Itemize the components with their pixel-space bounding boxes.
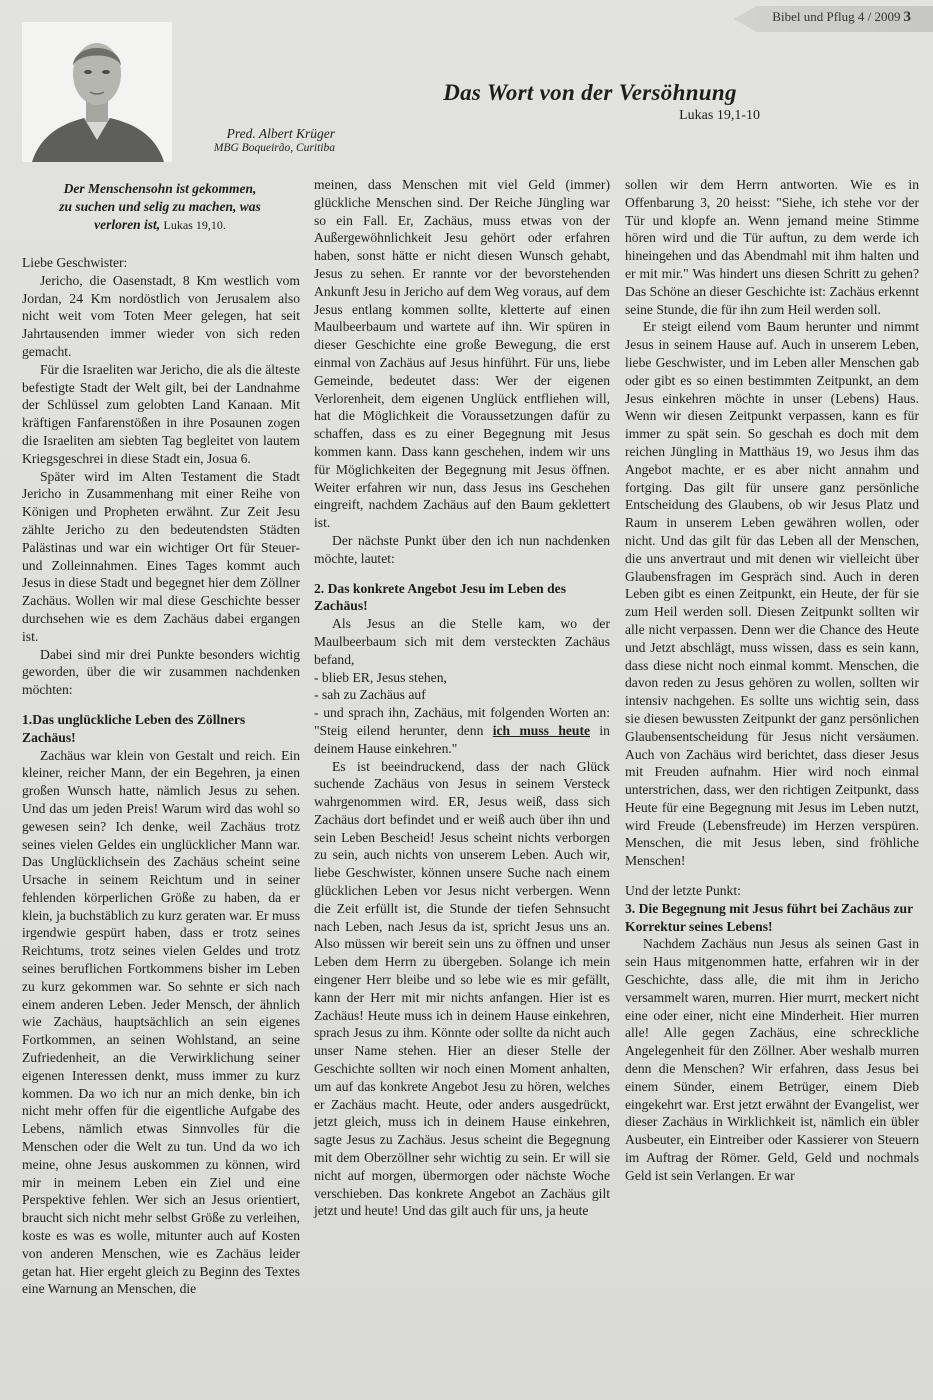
spacer bbox=[625, 870, 919, 882]
transition-line: Und der letzte Punkt: bbox=[625, 883, 741, 899]
paragraph: Für die Israeliten war Jericho, die als die älteste befestigte Stadt der Welt gilt, bei der Landnahme der Schlüssel zum gelobten Land Kanaan. Mit kräftigen Fanfarenstößen in ihre Posaunen zogen die Israeliten am siebten Tag begleitet von lautem Kriegsgeschrei in diese Stadt ein, Josua 6. bbox=[22, 361, 300, 466]
running-header bbox=[772, 9, 911, 26]
paragraph: Der nächste Punkt über den ich nun nachdenken möchte, lautet: bbox=[314, 532, 610, 566]
section-heading-1: 1.Das unglückliche Leben des Zöllners Zachäus! bbox=[22, 711, 246, 745]
paragraph: Jericho, die Oasenstadt, 8 Km westlich vom Jordan, 24 Km nordöstlich von Jerusalem also nicht weit vom Toten Meer gelegen, hat seit Jahrtausenden immer wieder von sich reden gemacht. bbox=[22, 272, 300, 359]
quote-end: in deinem Hause einkehren." bbox=[314, 722, 610, 756]
list-item: - sah zu Zachäus auf bbox=[314, 687, 426, 703]
quote-emphasis: ich muss heute bbox=[492, 722, 591, 738]
motto-reference: Lukas 19,10. bbox=[163, 218, 226, 232]
author-caption bbox=[150, 126, 335, 154]
paragraph: sollen wir dem Herrn antworten. Wie es in Offenbarung 3, 20 heisst: "Siehe, ich stehe vor der Tür und klopfe an. Wenn jemand meine Stimme hören wird und die Tür auftun, zu dem werde ich hineingehen und das Abendmahl mit ihm halten und er mit mir." Was hindert uns diesen Schritt zu gehen? Das Schöne an dieser Geschichte ist: Zachäus erkennt seine Stunde, die für ihn zum Heil werden soll. bbox=[625, 177, 919, 317]
paragraph: Später wird im Alten Testament die Stadt Jericho in Zusammenhang mit einer Reihe von Königen und Propheten erwähnt. Zur Zeit Jesu zählte Jericho zu den bedeutendsten Städten Palästinas und war ein wichtiger Ort für Steuer- und Zolleinnahmen. Eines Tages kommt auch Jesus in diese Stadt und begegnet hier dem Zöllner Zachäus. Wollen wir mal diese Geschichte besser durchsehen wie es dem Zachäus dabei ergangen ist. bbox=[22, 468, 300, 644]
paragraph: Als Jesus an die Stelle kam, wo der Maulbeerbaum sich mit dem versteckten Zachäus befand, bbox=[314, 616, 610, 667]
motto-line: Der Menschensohn ist gekommen, bbox=[63, 181, 257, 196]
paragraph: Dabei sind mir drei Punkte besonders wichtig geworden, über die wir zusammen nachdenken möchten: bbox=[22, 646, 300, 698]
paragraph: Nachdem Zachäus nun Jesus als seinen Gast in sein Haus mitgenommen hatte, erfahren wir in der Geschichte, dass alle, die mit ihm in Jericho versammelt waren, murren. Hier murrt, meckert nicht eine oder einer, nicht eine Minderheit. Hier murren alle! Alle gegen Zachäus, eine schreckliche Angelegenheit für den Zöllner. Aber weshalb murren denn die Menschen? Wir erfahren, dass Jesus bei einem Sünder, einem Betrüger, einem Dieb eingekehrt war. Erst jetzt erwähnt der Evangelist, wer dieser Zachäus in Wirklichkeit ist, nämlich ein übler Ausbeuter, ein Eintreiber oder Kassierer von Steuern im Auftrag der Römer. Geld, Geld und nochmals Geld ist sein Verlangen. Er war bbox=[625, 936, 919, 1183]
list-item bbox=[314, 704, 610, 757]
bible-reference: Lukas 19,1-10 bbox=[679, 108, 760, 123]
paragraph: Zachäus war klein von Gestalt und reich. Ein kleiner, reicher Mann, der ein Begehren, ja einen großen Wunsch hatte, nämlich Jesus zu sehen. Und das um jeden Preis! Warum wird das wohl so gewesen sein? Ich denke, weil Zachäus trotz seines vielen Geldes ein unglücklicher Mann war. Das Unglücklichsein des Zachäus scheint seine Ursache in seinem Reichtum und in seiner fehlenden körperlichen Größe zu haben, da er klein, ja buchstäblich zu kurz geraten war. Er muss irgendwie gespürt haben, dass er trotz seines Reichtums, trotz seines vielen Geldes und trotz seines beruflichen Fortkommens bisher im Leben zu kurz gekommen war. So sehnte er sich nach einem anderen Leben. Jeder Mensch, der ähnlich wie Zachäus, hauptsächlich an sein eigenes Fortkommen, an seinen Wohlstand, an seine Zufriedenheit, an die Verwirklichung seiner eigenen Interessen denkt, muss immer zu kurz kommen. Da wo ich nur an mich denke, bin ich nicht mehr offen für die eigentliche Aufgabe des Lebens, nämlich etwas Sinnvolles für die Menschen oder die Welt zu tun. Und da wo ich meine, ohne Jesus auskommen zu können, wird mir in meinem Leben ein Ziel und eine Perspektive fehlen. Wer sich an Jesus orientiert, braucht sich nicht mehr selbst Größe zu verleihen, koste es was es wolle, mitunter auch auf Kosten von anderen Menschen, wie es Zachäus leider getan hat. Hier ergeht gleich zu Beginn des Textes eine Warnung an Menschen, die bbox=[22, 747, 300, 1297]
text-column-2 bbox=[314, 176, 610, 1220]
spacer bbox=[22, 699, 300, 711]
paragraph: meinen, dass Menschen mit viel Geld (immer) glückliche Menschen sind. Der Reiche Jüngling war so ein Fall. Er, Zachäus, muss etwas von der Außergewöhnlichkeit Jesu gehört oder erfahren haben, sonst hätte er nicht diesen Wunsch gehabt, Jesus zu sehen. Er rannte vor der bevorstehenden Ankunft Jesu in Jericho auf dem Weg voraus, auf dem Jesus entlang kommen sollte, kletterte auf einen Maulbeerbaum und wartete auf ihn. Wir spüren in dieser Geschichte eine große Bewegung, die erst einmal von Zachäus auf Jesus hinführt. Für uns, liebe Gemeinde, bedeutet dass: Wer der eigenen Verlorenheit, dem eigenen Unglück entfliehen will, hat die Möglichkeit die Voraussetzungen dafür zu schaffen, dass es zu einer Begegnung mit Jesus kommen kann. Dass kann geschehen, indem wir uns für Möglichkeiten der Begegnung mit Jesus öffnen. Weiter erfahren wir nun, dass Jesus ins Geschehen eingreift, nachdem Zachäus auf den Baum geklettert ist. bbox=[314, 177, 610, 531]
author-church: MBG Boqueirão, Curitiba bbox=[213, 142, 335, 154]
quote-start: - und sprach ihn, Zachäus, mit folgenden Worten an: "Steig eilend herunter, denn bbox=[314, 705, 610, 738]
author-name: Pred. Albert Krüger bbox=[226, 126, 335, 141]
article-title: Das Wort von der Versöhnung bbox=[443, 80, 737, 105]
motto-line bbox=[22, 216, 298, 234]
text-column-1 bbox=[22, 254, 300, 1298]
section-heading-2: 2. Das konkrete Angebot Jesu im Leben des Zachäus! bbox=[314, 580, 567, 614]
motto-line: zu suchen und selig zu machen, was bbox=[59, 199, 261, 214]
page-number: 3 bbox=[903, 9, 911, 25]
motto-quote bbox=[22, 180, 298, 234]
paragraph: Er steigt eilend vom Baum herunter und nimmt Jesus in seinem Hause auf. Auch in unserem Leben, liebe Geschwister, und im Leben aller Menschen gab oder gibt es so einen bestimmten Zeitpunkt, an dem Jesus einkehren möchte in unser (Lebens) Haus. Wenn wir diesen Zeitpunkt verpassen, kann es für immer zu spät sein. So geschah es doch mit dem reichen Jüngling in Matthäus 19, wo Jesus ihm das Angebot machte, er es aber nicht annahm und fortging. Das gilt für unsere ganz persönliche Entscheidung des Glaubens, ob wir Jesus Platz und Raum in unserem Leben gewähren wollen, oder nicht. Und das gilt für das Leben all der Menschen, die uns anvertraut und mit denen wir vielleicht über Glaubensfragen im Gespräch sind. Auch in deren Leben gibt es einen Zeitpunkt, ein Heute, der für sie zum Heil werden soll. Diesen Zeitpunkt sollten wir alle nicht verpassen. Denn wer die Chance des Heute und Jetzt abschlägt, muss wissen, dass es sein kann, dass diese nicht noch einmal kommt. Menschen, die davon reden zu Jesus gehören zu wollen, sollten wir intensiv nachgehen. Es sollte uns wichtig sein, dass sie diesen bewussten Zeitpunkt der ganz persönlichen Glaubensentscheidung für Jesus nicht versäumen. Auch von Zachäus wird berichtet, dass dieser Jesus mit Freuden aufnahm. Hier wird noch einmal unterstrichen, dass, wer den richtigen Zeitpunkt, dass Heute für eine Begegnung mit Jesus im Leben nutzt, wird Freude (Lebensfreude) im Herzen verspüren. Menschen, die mit Jesus leben, sind fröhliche Menschen! bbox=[625, 319, 919, 869]
salutation: Liebe Geschwister: bbox=[22, 255, 128, 270]
text-column-3 bbox=[625, 176, 919, 1185]
section-heading-3: 3. Die Begegnung mit Jesus führt bei Zachäus zur Korrektur seines Lebens! bbox=[625, 900, 913, 934]
motto-line-end: verloren ist, bbox=[94, 217, 161, 232]
paragraph: Es ist beeindruckend, dass der nach Glück suchende Zachäus von Jesus in seinem Versteck wahrgenommen wird. ER, Jesus weiß, dass sich Zachäus dort befindet und er weiß auch über ihn und sein Leben Bescheid! Jesus scheint nichts verborgen zu sein, auch nichts von unserem Leben. Auch wir, liebe Geschwister, können unsere Suche nach einem glücklichen Leben vor Jesus nicht verbergen. Wenn die Zeit erfüllt ist, die Stunde der tiefen Sehnsucht nach Leben, nach Jesus da ist, spricht Jesus uns an. Also müssen wir bereit sein uns zu öffnen und unser Leben dem Herrn zu übergeben. Solange ich mein eingener Herr bleibe und so lebe wie es mir gefällt, kann der Herr mit mir nichts anfangen. Hier ist es Zachäus! Heute muss ich in deinem Hause einkehren, sprach Jesus zu ihm. Könnte oder sollte da nicht auch unser Name stehen. Hier an dieser Stelle der Geschichte sollten wir noch einen Moment anhalten, um auf das konkrete Angebot Jesu zu hören, welches er Zachäus macht. Heute, oder anders ausgedrückt, jetzt gleich, muss ich in deinem Hause einkehren, sagte Jesus zu Zachäus. Jesus scheint die Begegnung mit dem Oberzöllner sehr wichtig zu sein. Er will sie nicht auf morgen, übermorgen oder nächste Woche verschieben. Das konkrete Angebot an Zachäus gilt jetzt und heute! Und das gilt auch für uns, ja heute bbox=[314, 758, 610, 1219]
magazine-issue: Bibel und Pflug 4 / 2009 bbox=[772, 9, 901, 24]
list-item: - blieb ER, Jesus stehen, bbox=[314, 669, 447, 685]
spacer bbox=[314, 568, 610, 580]
